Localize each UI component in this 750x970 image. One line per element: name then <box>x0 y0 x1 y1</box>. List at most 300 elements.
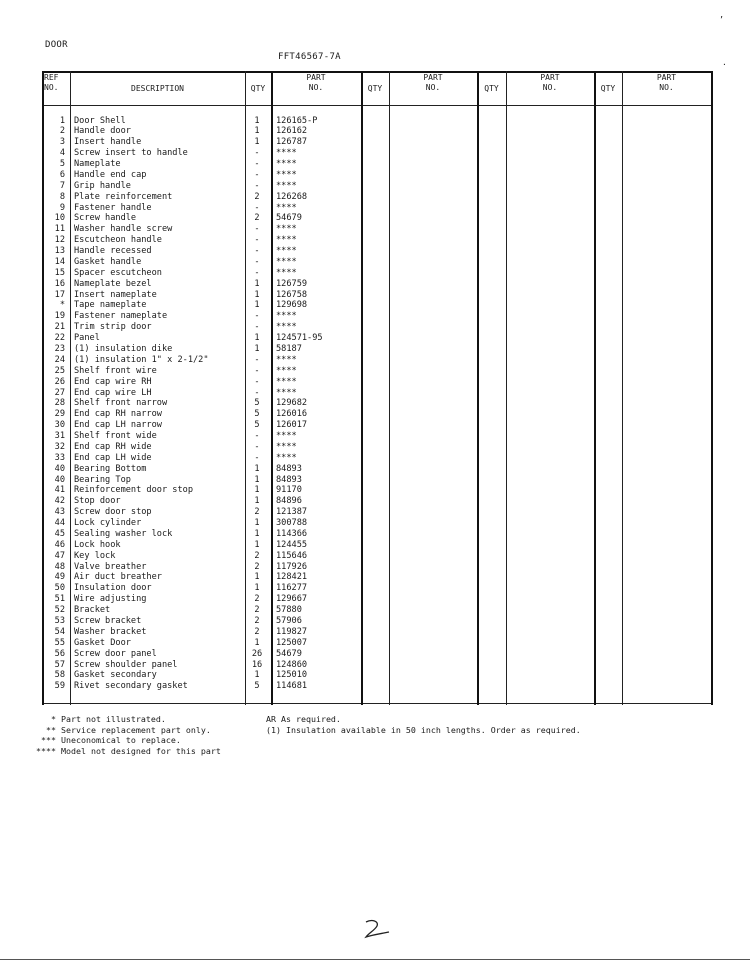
table-row <box>0 475 750 486</box>
table-row <box>0 420 750 431</box>
header-part-line1: PART <box>540 73 560 82</box>
part-number-cell: **** <box>276 452 297 463</box>
ref-cell: 45 <box>54 528 65 539</box>
description-cell: Panel <box>74 333 100 344</box>
qty-cell: 2 <box>254 594 260 605</box>
table-row <box>0 344 750 355</box>
ref-cell: 14 <box>54 256 65 267</box>
description-cell: Insert nameplate <box>74 289 157 300</box>
header-ref <box>44 73 70 93</box>
qty-cell: 2 <box>254 507 260 518</box>
part-number-cell: **** <box>276 354 297 365</box>
description-cell: End cap wire RH <box>74 376 152 387</box>
table-row <box>0 518 750 529</box>
part-number-cell: 125010 <box>276 670 308 681</box>
header-qty: QTY <box>367 84 383 93</box>
part-number-cell: 57880 <box>276 605 302 616</box>
header-qty: QTY <box>600 84 616 93</box>
description-cell: Handle end cap <box>74 169 147 180</box>
ref-cell: 19 <box>54 311 65 322</box>
table-row <box>0 235 750 246</box>
part-number-cell: 124571-95 <box>276 333 323 344</box>
ref-cell: 9 <box>59 202 65 213</box>
qty-cell: 1 <box>254 300 260 311</box>
description-cell: Key lock <box>74 550 116 561</box>
description-cell: Nameplate bezel <box>74 278 152 289</box>
description-cell: Washer bracket <box>74 626 147 637</box>
part-number-cell: 117926 <box>276 561 308 572</box>
table-row <box>0 453 750 464</box>
description-cell: Shelf front narrow <box>74 398 168 409</box>
part-number-cell: **** <box>276 311 297 322</box>
table-row <box>0 638 750 649</box>
header-part-line1: PART <box>423 73 443 82</box>
qty-cell: 1 <box>254 485 260 496</box>
qty-cell: 5 <box>254 420 260 431</box>
ref-cell: 2 <box>59 126 65 137</box>
description-cell: Screw door stop <box>74 507 152 518</box>
header-part-no <box>506 73 594 93</box>
description-cell: Shelf front wire <box>74 365 157 376</box>
qty-cell: - <box>254 322 260 333</box>
description-cell: End cap RH wide <box>74 441 152 452</box>
ref-cell: 58 <box>54 670 65 681</box>
ref-cell: 31 <box>54 431 65 442</box>
description-cell: End cap wire LH <box>74 387 152 398</box>
description-cell: Stop door <box>74 496 121 507</box>
table-row <box>0 594 750 605</box>
part-number-cell: 126162 <box>276 126 308 137</box>
ref-cell: 52 <box>54 605 65 616</box>
qty-cell: - <box>254 148 260 159</box>
table-row <box>0 605 750 616</box>
table-row <box>0 268 750 279</box>
table-row <box>0 246 750 257</box>
part-number-cell: **** <box>276 431 297 442</box>
ref-cell: 49 <box>54 572 65 583</box>
description-cell: Door Shell <box>74 115 126 126</box>
description-cell: Insulation door <box>74 583 152 594</box>
qty-cell: - <box>254 246 260 257</box>
description-cell: Shelf front wide <box>74 431 157 442</box>
part-number-cell: **** <box>276 169 297 180</box>
part-number-cell: 115646 <box>276 550 308 561</box>
description-cell: (1) insulation dike <box>74 343 173 354</box>
header-part-line2: NO. <box>425 83 441 92</box>
qty-cell: 1 <box>254 278 260 289</box>
qty-cell: - <box>254 267 260 278</box>
part-number-cell: **** <box>276 148 297 159</box>
table-row <box>0 377 750 388</box>
description-cell: Screw bracket <box>74 615 142 626</box>
part-number-cell: 128421 <box>276 572 308 583</box>
margin-mark: ’ <box>719 15 724 24</box>
qty-cell: - <box>254 376 260 387</box>
description-cell: Lock hook <box>74 539 121 550</box>
table-row <box>0 388 750 399</box>
part-number-cell: **** <box>276 159 297 170</box>
part-number-cell: 126017 <box>276 420 308 431</box>
qty-cell: 2 <box>254 191 260 202</box>
description-cell: End cap RH narrow <box>74 409 162 420</box>
description-cell: End cap LH wide <box>74 452 152 463</box>
table-row <box>0 496 750 507</box>
table-row <box>0 279 750 290</box>
ref-cell: 32 <box>54 441 65 452</box>
part-number-cell: 129667 <box>276 594 308 605</box>
part-number-cell: 124860 <box>276 659 308 670</box>
part-number-cell: **** <box>276 235 297 246</box>
table-row <box>0 290 750 301</box>
table-row <box>0 529 750 540</box>
page-bottom-rule <box>0 959 750 960</box>
ref-cell: 1 <box>59 115 65 126</box>
ref-cell: 3 <box>59 137 65 148</box>
table-row <box>0 126 750 137</box>
ref-cell: 5 <box>59 159 65 170</box>
part-number-cell: 84893 <box>276 463 302 474</box>
description-cell: Screw handle <box>74 213 137 224</box>
qty-cell: 1 <box>254 518 260 529</box>
part-number-cell: **** <box>276 246 297 257</box>
qty-cell: 1 <box>254 572 260 583</box>
qty-cell: 1 <box>254 463 260 474</box>
part-number-cell: **** <box>276 365 297 376</box>
table-top-rule <box>42 71 713 73</box>
table-row <box>0 583 750 594</box>
qty-cell: - <box>254 159 260 170</box>
ref-cell: 30 <box>54 420 65 431</box>
description-cell: Gasket Door <box>74 637 131 648</box>
qty-cell: 1 <box>254 343 260 354</box>
ref-cell: 40 <box>54 474 65 485</box>
header-qty: QTY <box>484 84 499 93</box>
qty-cell: - <box>254 431 260 442</box>
qty-cell: 16 <box>251 659 263 670</box>
table-row <box>0 137 750 148</box>
ref-cell: 59 <box>54 681 65 692</box>
ref-cell: 50 <box>54 583 65 594</box>
ref-cell: 46 <box>54 539 65 550</box>
qty-cell: 5 <box>254 409 260 420</box>
description-cell: Fastener handle <box>74 202 152 213</box>
ref-cell: 51 <box>54 594 65 605</box>
part-number-cell: **** <box>276 224 297 235</box>
ref-cell: 48 <box>54 561 65 572</box>
description-cell: Bracket <box>74 605 111 616</box>
qty-cell: - <box>254 365 260 376</box>
table-row <box>0 311 750 322</box>
ref-cell: 10 <box>54 213 65 224</box>
ref-cell: 27 <box>54 387 65 398</box>
footnote-line: AR As required. <box>266 714 341 724</box>
description-cell: Screw shoulder panel <box>74 659 178 670</box>
part-number-cell: 125007 <box>276 637 308 648</box>
description-cell: Trim strip door <box>74 322 152 333</box>
ref-cell: 53 <box>54 615 65 626</box>
part-number-cell: 84896 <box>276 496 302 507</box>
part-number-cell: 54679 <box>276 213 302 224</box>
footnote-line: (1) Insulation available in 50 inch lengths. Order as required. <box>266 724 581 735</box>
description-cell: Handle door <box>74 126 131 137</box>
qty-cell: 1 <box>254 583 260 594</box>
header-part-line2: NO. <box>659 83 674 92</box>
margin-mark: . <box>722 58 727 67</box>
ref-cell: 47 <box>54 550 65 561</box>
model-number: FFT46567-7A <box>278 52 341 62</box>
qty-cell: 1 <box>254 670 260 681</box>
ref-cell: 57 <box>54 659 65 670</box>
ref-cell: 26 <box>54 376 65 387</box>
qty-cell: 1 <box>254 126 260 137</box>
part-number-cell: 124455 <box>276 539 308 550</box>
table-row <box>0 649 750 660</box>
table-row <box>0 148 750 159</box>
part-number-cell: 114681 <box>276 681 308 692</box>
header-part-line1: PART <box>306 73 326 82</box>
header-qty: QTY <box>250 84 266 93</box>
table-row <box>0 398 750 409</box>
description-cell: Lock cylinder <box>74 518 142 529</box>
footnote-line: ** Service replacement part only. <box>36 724 211 735</box>
qty-cell: 2 <box>254 605 260 616</box>
table-row <box>0 572 750 583</box>
ref-cell: 23 <box>54 343 65 354</box>
ref-cell: 40 <box>54 463 65 474</box>
description-cell: Bearing Top <box>74 474 131 485</box>
qty-cell: 1 <box>254 333 260 344</box>
header-description: DESCRIPTION <box>131 84 184 93</box>
part-number-cell: **** <box>276 180 297 191</box>
part-number-cell: 119827 <box>276 626 308 637</box>
ref-cell: 41 <box>54 485 65 496</box>
qty-cell: 2 <box>254 561 260 572</box>
table-row <box>0 670 750 681</box>
description-cell: (1) insulation 1" x 2-1/2" <box>74 354 209 365</box>
description-cell: Plate reinforcement <box>74 191 173 202</box>
header-part-line2: NO. <box>308 83 324 92</box>
ref-cell: 8 <box>59 191 65 202</box>
ref-cell: 6 <box>59 169 65 180</box>
header-part-line2: NO. <box>542 83 558 92</box>
qty-cell: 1 <box>254 289 260 300</box>
table-row <box>0 213 750 224</box>
qty-cell: 2 <box>254 213 260 224</box>
header-part-no <box>389 73 477 93</box>
description-cell: Reinforcement door stop <box>74 485 193 496</box>
table-row <box>0 442 750 453</box>
table-row <box>0 660 750 671</box>
table-row <box>0 551 750 562</box>
footnotes-right <box>266 714 581 735</box>
qty-cell: - <box>254 180 260 191</box>
qty-cell: 1 <box>254 474 260 485</box>
ref-cell: 55 <box>54 637 65 648</box>
qty-cell: 2 <box>254 615 260 626</box>
table-row <box>0 192 750 203</box>
header-part-line1: PART <box>656 73 677 82</box>
table-row <box>0 681 750 692</box>
header-part-no <box>622 73 711 93</box>
description-cell: Insert handle <box>74 137 142 148</box>
table-header-rule <box>42 105 713 106</box>
part-number-cell: 57906 <box>276 615 302 626</box>
description-cell: Bearing Bottom <box>74 463 147 474</box>
part-number-cell: 58187 <box>276 343 302 354</box>
description-cell: Fastener nameplate <box>74 311 168 322</box>
ref-cell: 43 <box>54 507 65 518</box>
description-cell: Screw door panel <box>74 648 157 659</box>
ref-cell: 22 <box>54 333 65 344</box>
qty-cell: 1 <box>254 528 260 539</box>
table-bottom-rule <box>42 703 713 704</box>
table-row <box>0 409 750 420</box>
part-number-cell: 91170 <box>276 485 302 496</box>
qty-cell: - <box>254 311 260 322</box>
part-number-cell: **** <box>276 322 297 333</box>
qty-cell: - <box>254 256 260 267</box>
qty-cell: 1 <box>254 115 260 126</box>
table-row <box>0 116 750 127</box>
footnote-line: *** Uneconomical to replace. <box>36 735 181 746</box>
table-row <box>0 300 750 311</box>
qty-cell: 1 <box>254 137 260 148</box>
table-row <box>0 322 750 333</box>
ref-cell: 7 <box>59 180 65 191</box>
description-cell: Wire adjusting <box>74 594 147 605</box>
table-row <box>0 203 750 214</box>
ref-cell: 25 <box>54 365 65 376</box>
ref-cell: 44 <box>54 518 65 529</box>
table-row <box>0 507 750 518</box>
part-number-cell: 129682 <box>276 398 308 409</box>
table-row <box>0 257 750 268</box>
footnote-line: **** Model not designed for this part <box>36 745 221 756</box>
section-title: DOOR <box>45 40 68 50</box>
ref-cell: 33 <box>54 452 65 463</box>
description-cell: End cap LH narrow <box>74 420 162 431</box>
qty-cell: 1 <box>254 539 260 550</box>
ref-cell: 17 <box>54 289 65 300</box>
header-ref-line2: NO. <box>44 83 59 92</box>
qty-cell: - <box>254 452 260 463</box>
table-row <box>0 224 750 235</box>
header-part-no <box>271 73 361 93</box>
qty-cell: 26 <box>251 648 263 659</box>
part-number-cell: 114366 <box>276 528 308 539</box>
ref-cell: 12 <box>54 235 65 246</box>
part-number-cell: **** <box>276 387 297 398</box>
part-number-cell: **** <box>276 256 297 267</box>
table-row <box>0 464 750 475</box>
description-cell: Tape nameplate <box>74 300 147 311</box>
description-cell: Grip handle <box>74 180 131 191</box>
part-number-cell: 300788 <box>276 518 308 529</box>
qty-cell: 5 <box>254 681 260 692</box>
ref-cell: 4 <box>59 148 65 159</box>
qty-cell: 2 <box>254 626 260 637</box>
ref-cell: 56 <box>54 648 65 659</box>
ref-cell: 54 <box>54 626 65 637</box>
description-cell: Gasket secondary <box>74 670 157 681</box>
part-number-cell: **** <box>276 376 297 387</box>
qty-cell: - <box>254 387 260 398</box>
part-number-cell: 126758 <box>276 289 308 300</box>
table-row <box>0 355 750 366</box>
qty-cell: 1 <box>254 496 260 507</box>
table-row <box>0 616 750 627</box>
description-cell: Spacer escutcheon <box>74 267 162 278</box>
description-cell: Handle recessed <box>74 246 152 257</box>
ref-cell: 29 <box>54 409 65 420</box>
qty-cell: - <box>254 354 260 365</box>
part-number-cell: **** <box>276 202 297 213</box>
part-number-cell: 121387 <box>276 507 308 518</box>
description-cell: Screw insert to handle <box>74 148 188 159</box>
part-number-cell: 129698 <box>276 300 308 311</box>
handwritten-page-mark <box>363 918 393 948</box>
footnote-line: * Part not illustrated. <box>36 714 166 724</box>
description-cell: Gasket handle <box>74 256 142 267</box>
description-cell: Sealing washer lock <box>74 528 173 539</box>
table-row <box>0 627 750 638</box>
table-row <box>0 170 750 181</box>
description-cell: Rivet secondary gasket <box>74 681 188 692</box>
description-cell: Escutcheon handle <box>74 235 162 246</box>
ref-cell: 28 <box>54 398 65 409</box>
qty-cell: - <box>254 441 260 452</box>
footnotes-left <box>36 714 221 756</box>
qty-cell: 1 <box>254 637 260 648</box>
table-row <box>0 540 750 551</box>
part-number-cell: 126016 <box>276 409 308 420</box>
qty-cell: - <box>254 224 260 235</box>
part-number-cell: 126787 <box>276 137 308 148</box>
description-cell: Air duct breather <box>74 572 162 583</box>
part-number-cell: 126165-P <box>276 115 318 126</box>
ref-cell: 11 <box>54 224 65 235</box>
qty-cell: - <box>254 169 260 180</box>
ref-cell: * <box>59 300 65 311</box>
part-number-cell: 84893 <box>276 474 302 485</box>
table-row <box>0 485 750 496</box>
table-row <box>0 431 750 442</box>
description-cell: Washer handle screw <box>74 224 173 235</box>
part-number-cell: **** <box>276 441 297 452</box>
ref-cell: 42 <box>54 496 65 507</box>
qty-cell: - <box>254 202 260 213</box>
table-row <box>0 333 750 344</box>
part-number-cell: 126268 <box>276 191 308 202</box>
description-cell: Nameplate <box>74 159 121 170</box>
qty-cell: 2 <box>254 550 260 561</box>
table-row <box>0 366 750 377</box>
header-ref-line1: REF <box>44 73 59 82</box>
part-number-cell: 116277 <box>276 583 308 594</box>
table-row <box>0 181 750 192</box>
qty-cell: 5 <box>254 398 260 409</box>
qty-cell: - <box>254 235 260 246</box>
part-number-cell: 126759 <box>276 278 308 289</box>
ref-cell: 24 <box>54 354 65 365</box>
part-number-cell: **** <box>276 267 297 278</box>
part-number-cell: 54679 <box>276 648 302 659</box>
table-row <box>0 562 750 573</box>
ref-cell: 16 <box>54 278 65 289</box>
table-row <box>0 159 750 170</box>
description-cell: Valve breather <box>74 561 147 572</box>
ref-cell: 13 <box>54 246 65 257</box>
